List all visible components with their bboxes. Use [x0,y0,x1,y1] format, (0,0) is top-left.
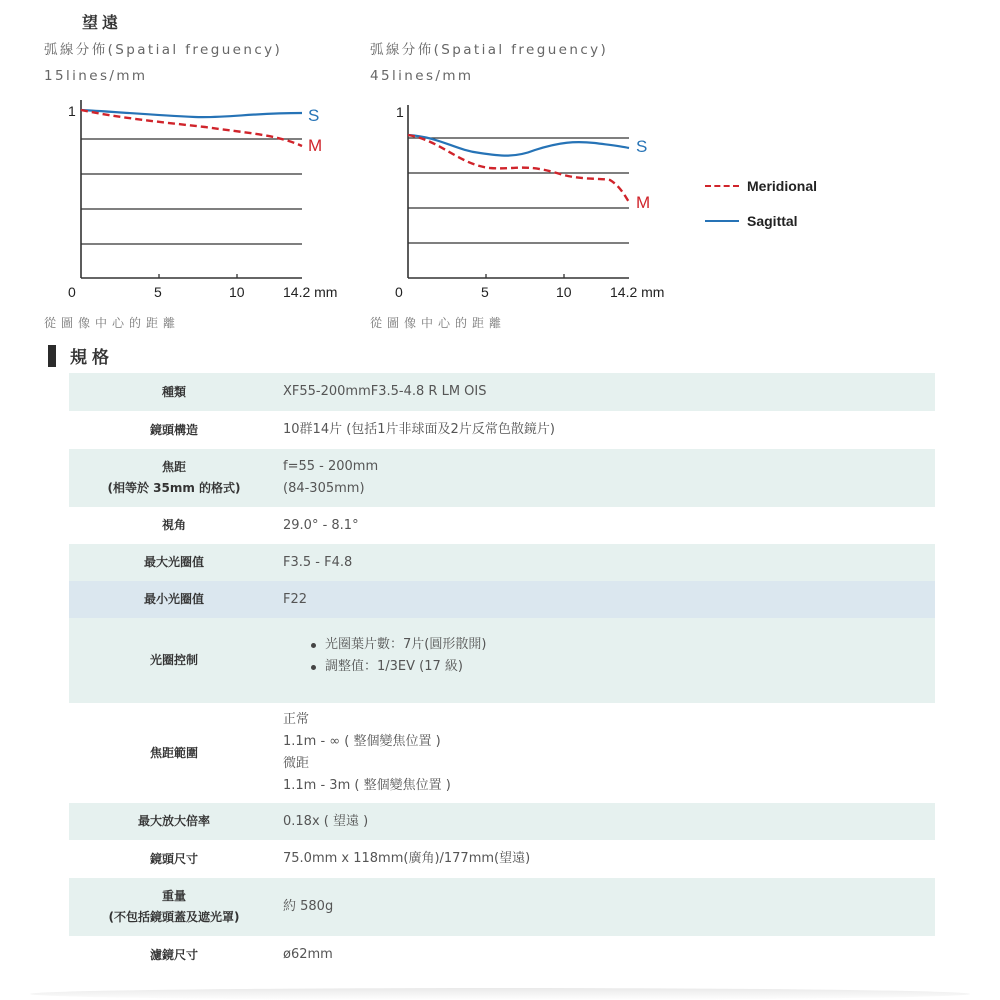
spec-value: 0.18x ( 望遠 ) [283,813,369,829]
spec-value: 29.0° - 8.1° [283,517,359,533]
section-title-telephoto: 望遠 [82,13,123,32]
list-item: 調整值：1/3EV (17 級) [311,656,486,678]
spec-row-filter-size [69,936,935,974]
chart2-x-tick-10: 10 [556,284,572,300]
specs-title: 規格 [70,348,114,368]
bottom-shadow-divider [30,988,970,1000]
spec-label: 濾鏡尺寸 [149,947,198,962]
spec-label: 光圈控制 [149,653,198,667]
spec-label: 焦距範圍 [149,745,198,760]
specs-table [69,373,935,974]
chart2-sagittal-label: S [636,137,648,156]
spec-label: 最小光圈值 [143,592,204,606]
spec-value: 正常 1.1m - ∞ ( 整個變焦位置 ) 微距 1.1m - 3m ( 整個變焦位置 ) [283,712,451,793]
chart1-x-tick-0: 0 [68,284,76,300]
spec-value: f=55 - 200mm (84-305mm) [283,459,379,496]
chart1-caption-lines: 15lines/mm [44,68,148,84]
chart1-y-top-label: 1 [68,103,76,119]
spec-label: 焦距 (相等於 35mm 的格式) [107,460,241,495]
spec-label: 種類 [161,384,186,399]
spec-label: 鏡頭尺寸 [149,851,198,866]
spec-label: 最大光圈值 [143,555,204,569]
spec-label: 最大放大倍率 [137,814,210,828]
spec-row-min-aperture [69,581,935,618]
spec-value: F3.5 - F4.8 [283,554,353,570]
spec-label: 鏡頭構造 [149,422,198,437]
chart1-sagittal-label: S [308,106,320,125]
spec-value: 約 580g [283,899,334,914]
spec-label: 重量 (不包括鏡頭蓋及遮光罩) [108,889,240,924]
chart2 [395,104,664,300]
chart1-meridional-curve [81,110,302,146]
chart2-x-axis-label: 從圖像中心的距離 [370,316,507,330]
legend-item-sagittal [705,203,817,238]
chart1-x-tick-5: 5 [154,284,162,300]
chart2-x-tick-end: 14.2 mm [610,284,665,300]
spec-row-max-magnification [69,803,935,840]
chart1-x-tick-10: 10 [229,284,245,300]
chart2-caption-frequency: 弧線分佈(Spatial freguency) [370,42,609,58]
chart2-x-tick-0: 0 [395,284,403,300]
chart1-x-axis-label: 從圖像中心的距離 [44,316,181,330]
solid-line-icon [705,220,739,222]
spec-label: 視角 [161,518,186,532]
chart1-meridional-label: M [308,136,323,155]
aperture-control-list [283,634,486,678]
legend-label-sagittal: Sagittal [747,212,798,229]
spec-row-lens-dimensions [69,840,935,878]
spec-value: F22 [283,591,308,607]
chart2-x-tick-5: 5 [481,284,489,300]
spec-row-weight [69,878,935,936]
spec-row-focal-length [69,449,935,507]
spec-value: 75.0mm x 118mm(廣角)/177mm(望遠) [283,851,531,866]
legend-item-meridional [705,168,817,203]
chart2-caption-lines: 45lines/mm [370,68,474,84]
spec-row-type [69,373,935,411]
spec-value: 10群14片 (包括1片非球面及2片反常色散鏡片) [283,422,555,437]
chart1-x-tick-end: 14.2 mm [283,284,338,300]
chart1 [68,100,337,300]
heading-bar-icon [48,345,56,367]
spec-row-focus-range [69,703,935,803]
spec-value [279,634,486,678]
chart1-caption-frequency: 弧線分佈(Spatial freguency) [44,42,283,58]
mtf-charts [0,0,1000,340]
legend-label-meridional: Meridional [747,177,818,194]
spec-row-angle-of-view [69,507,935,544]
chart2-y-top-label: 1 [396,104,404,120]
spec-value: XF55-200mmF3.5-4.8 R LM OIS [283,384,487,399]
spec-value: ø62mm [283,947,333,962]
chart-legend [705,168,817,238]
chart2-meridional-label: M [636,193,651,212]
spec-row-max-aperture [69,544,935,581]
list-item: 光圈葉片數：7片(圓形散開) [311,634,486,656]
chart2-meridional-curve [408,135,629,202]
spec-row-aperture-control [69,618,935,703]
dashed-line-icon [705,185,739,187]
specs-heading [48,343,114,368]
spec-row-lens-construction [69,411,935,449]
